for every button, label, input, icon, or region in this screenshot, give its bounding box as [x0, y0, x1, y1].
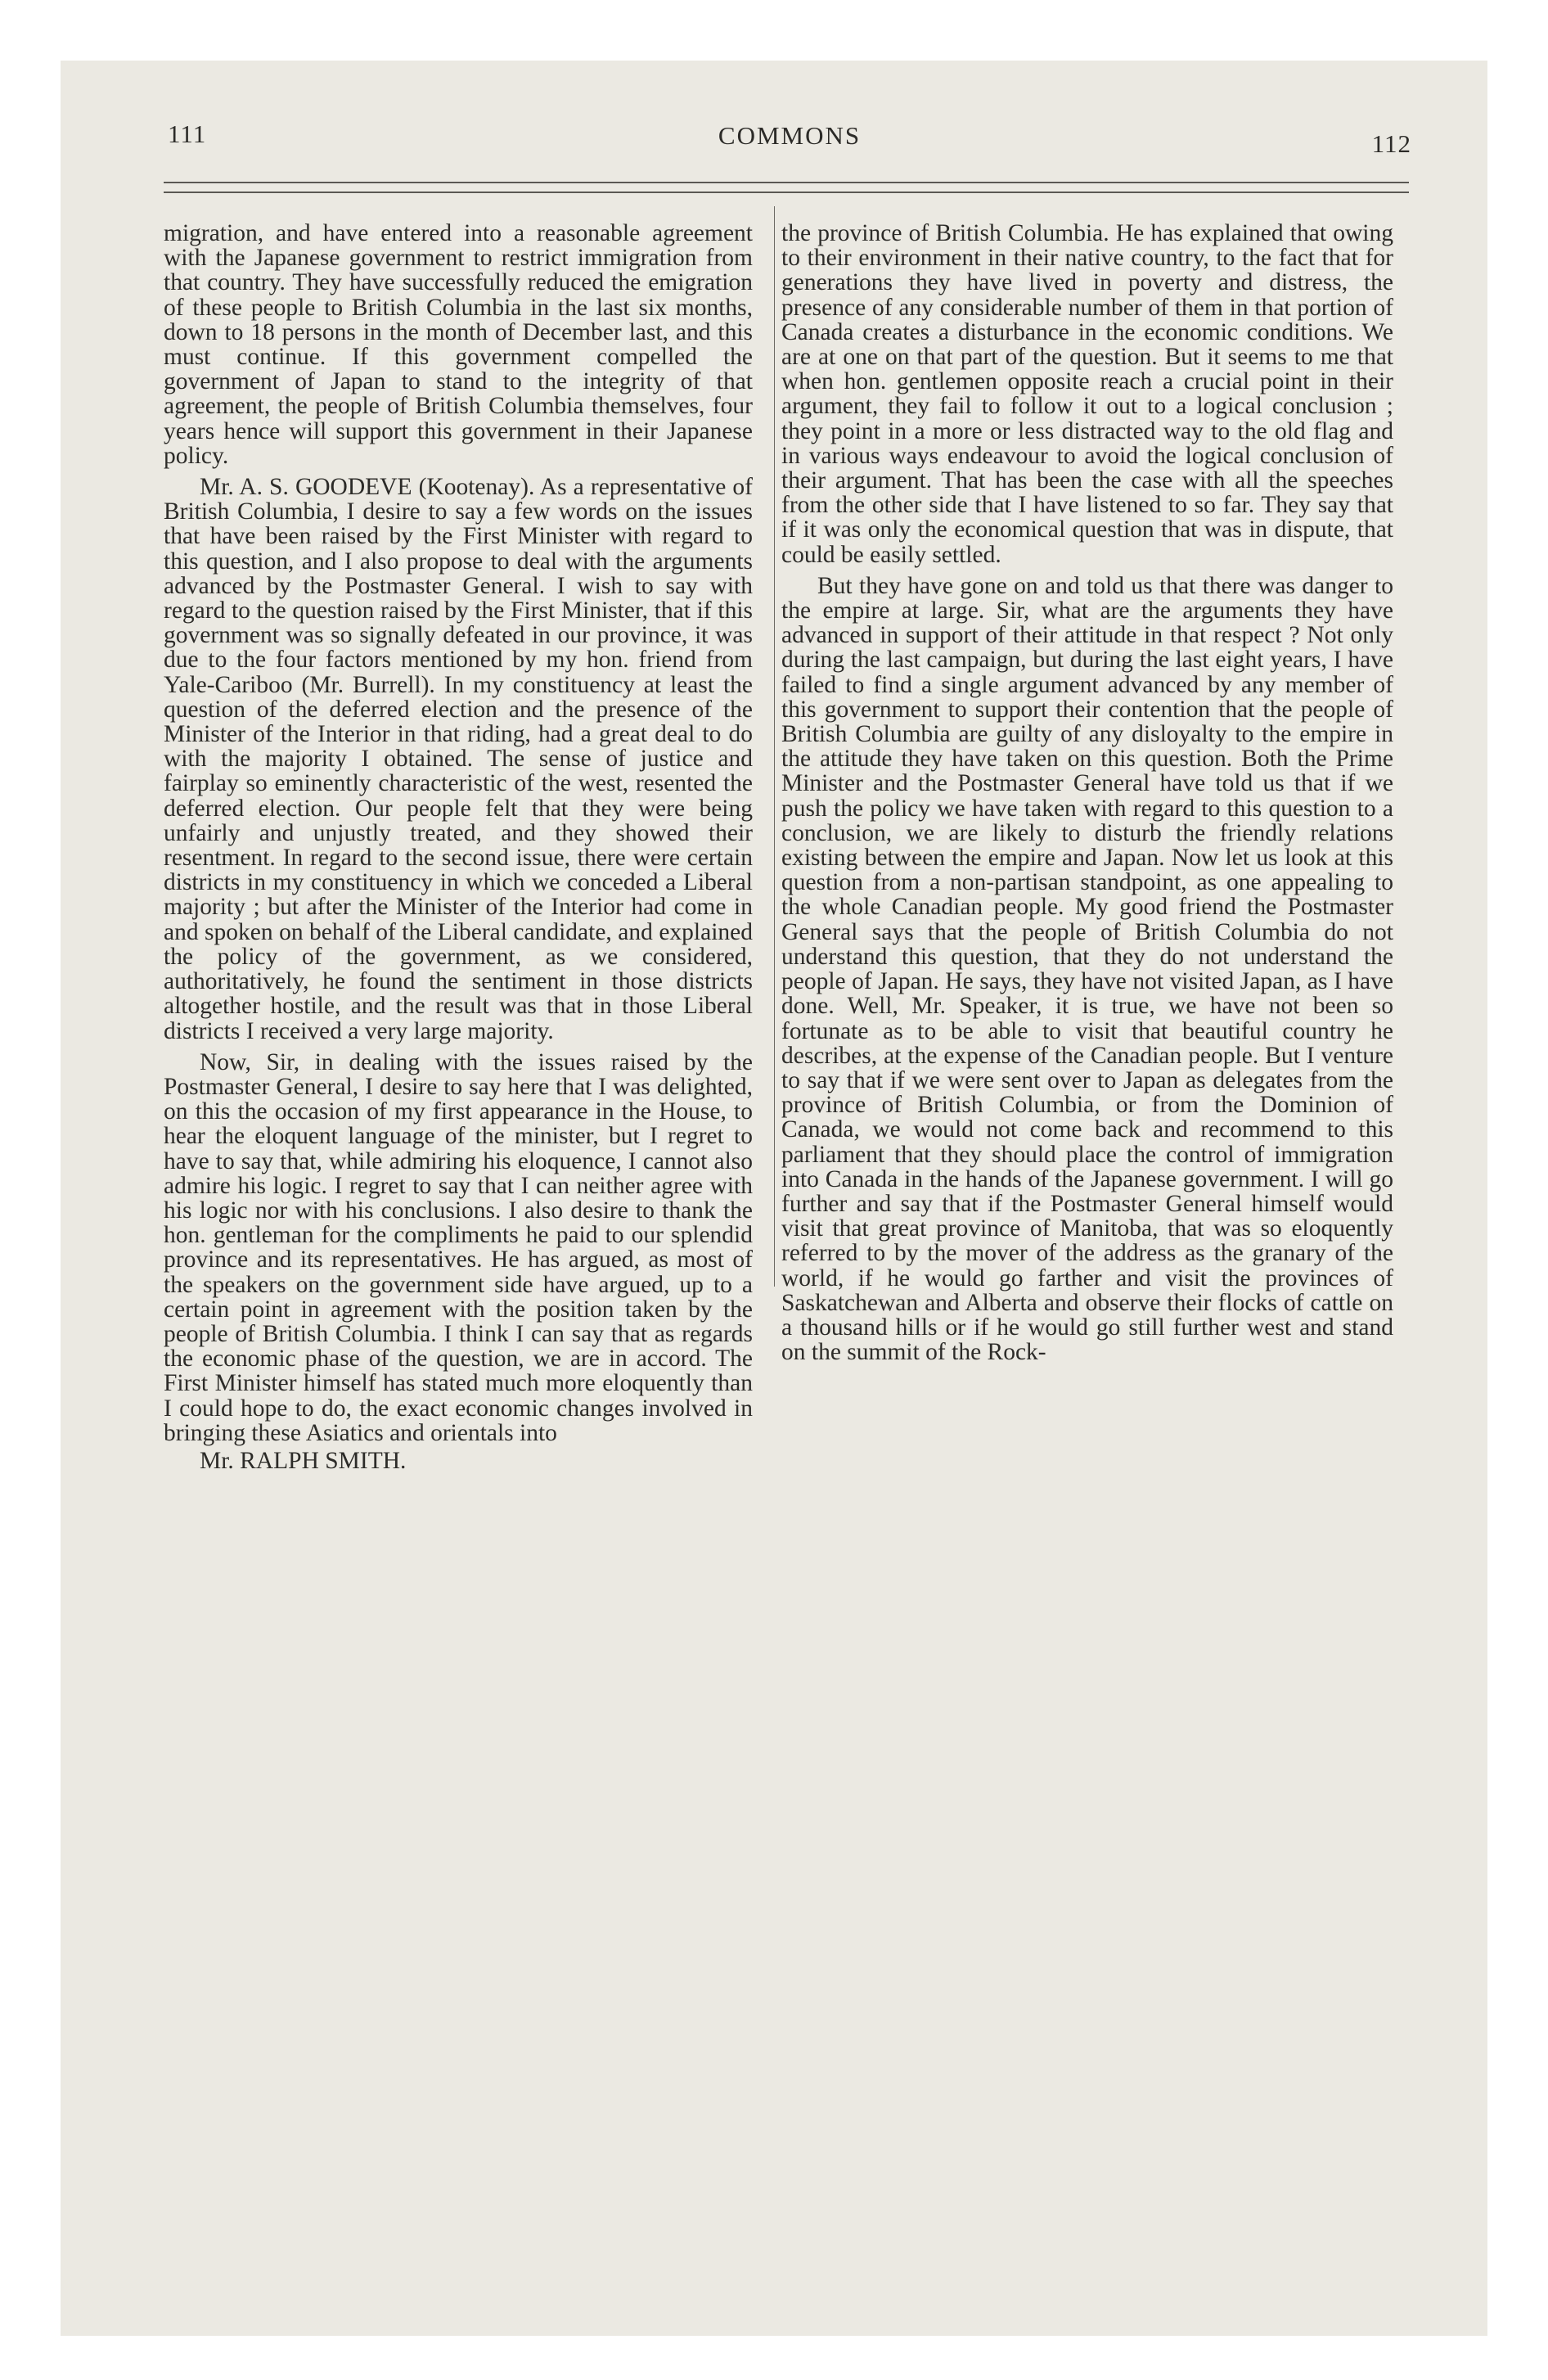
header-rule-bottom [164, 192, 1409, 193]
left-paragraph-2: Mr. A. S. GOODEVE (Kootenay). As a representative of British Columbia, I desire to say a few words on the issues that have been raised by the First Minister with regard to this question, and I also propose to deal with the arguments advanced by the Postmaster General. I wish to say with regard to the question raised by the First Minister, that if this government was so signally defeated in our province, it was due to the four factors mentioned by my hon. friend from Yale-Cariboo (Mr. Burrell). In my constituency at least the question of the deferred election and the presence of the Minister of the Interior in that riding, had a great deal to do with the majority I obtained. The sense of justice and fairplay so eminently characteristic of the west, resented the deferred election. Our people felt that they were being unfairly and unjustly treated, and they showed their resentment. In regard to the second issue, there were certain districts in my constituency in which we conceded a Liberal majority ; but after the Minister of the Interior had come in and spoken on behalf of the Liberal candidate, and explained the policy of the government, as we considered, authoritatively, he found the sentiment in those districts altogether hostile, and the result was that in those Liberal districts I received a very large majority. [164, 474, 753, 1044]
left-paragraph-3: Now, Sir, in dealing with the issues raised by the Postmaster General, I desire to say here that I was delighted, on this the occasion of my first appearance in the House, to hear the eloquent language of the minister, but I regret to have to say that, while admiring his eloquence, I cannot also admire his logic. I regret to say that I can neither agree with his logic nor with his conclusions. I also desire to thank the hon. gentleman for the compliments he paid to our splendid province and its representatives. He has argued, as most of the speakers on the government side have argued, up to a certain point in agreement with the position taken by the people of British Columbia. I think I can say that as regards the economic phase of the question, we are in accord. The First Minister himself has stated much more eloquently than I could hope to do, the exact economic changes involved in bringing these Asiatics and orientals into [164, 1048, 753, 1446]
right-column [781, 221, 1393, 1364]
column-divider [774, 206, 775, 1287]
running-title: COMMONS [718, 121, 862, 150]
left-page-number: 111 [168, 119, 207, 148]
left-paragraph-1: migration, and have entered into a reasonable agreement with the Japanese government to restrict immigration from that country. They have successfully reduced the emigration of these people to British Columbia in the last six months, down to 18 persons in the month of December last, and this must continue. If this government compelled the government of Japan to stand to the integrity of that agreement, the people of British Columbia themselves, four years hence will support this government in their Japanese policy. [164, 220, 753, 469]
header-rule-top [164, 182, 1409, 183]
right-paragraph-1: the province of British Columbia. He has explained that owing to their environment in their native country, to the fact that for generations they have lived in poverty and distress, the presence of any considerable number of them in that portion of Canada creates a disturbance in the economic conditions. We are at one on that part of the question. But it seems to me that when hon. gentlemen opposite reach a crucial point in their argument, they fail to follow it out to a logical conclusion ; they point in a more or less distracted way to the old flag and in various ways endeavour to avoid the logical conclusion of their argument. That has been the case with all the speeches from the other side that I have listened to so far. They say that if it was only the economical question that was in dispute, that could be easily settled. [781, 220, 1393, 568]
right-paragraph-2: But they have gone on and told us that there was danger to the empire at large. Sir, what are the arguments they have advanced in support of their attitude in that respect ? Not only during the last campaign, but during the last eight years, I have failed to find a single argument advanced by any member of this government to support their contention that the people of British Columbia are guilty of any disloyalty to the empire in the attitude they have taken on this question. Both the Prime Minister and the Postmaster General have told us that if we push the policy we have taken with regard to this question to a conclusion, we are likely to disturb the friendly relations existing between the empire and Japan. Now let us look at this question from a non-partisan standpoint, as one appealing to the whole Canadian people. My good friend the Postmaster General says that the people of British Columbia do not understand this question, that they do not understand the people of Japan. He says, they have not visited Japan, as I have done. Well, Mr. Speaker, it is true, we have not been so fortunate as to be able to visit that beautiful country he describes, at the expense of the Canadian people. But I venture to say that if we were sent over to Japan as delegates from the province of British Columbia, or from the Dominion of Canada, we would not come back and recommend to this parliament that they should place the control of immigration into Canada in the hands of the Japanese government. I will go further and say that if the Postmaster General himself would visit that great province of Manitoba, that was so eloquently referred to by the mover of the address as the granary of the world, if he would go farther and visit the provinces of Saskatchewan and Alberta and observe their flocks of cattle on a thousand hills or if he would go still further west and stand on the summit of the Rock- [781, 572, 1393, 1366]
page-header [168, 115, 1411, 156]
right-page-number: 112 [1371, 129, 1411, 158]
left-column [164, 221, 753, 1473]
speaker-footnote: Mr. RALPH SMITH. [200, 1447, 407, 1474]
